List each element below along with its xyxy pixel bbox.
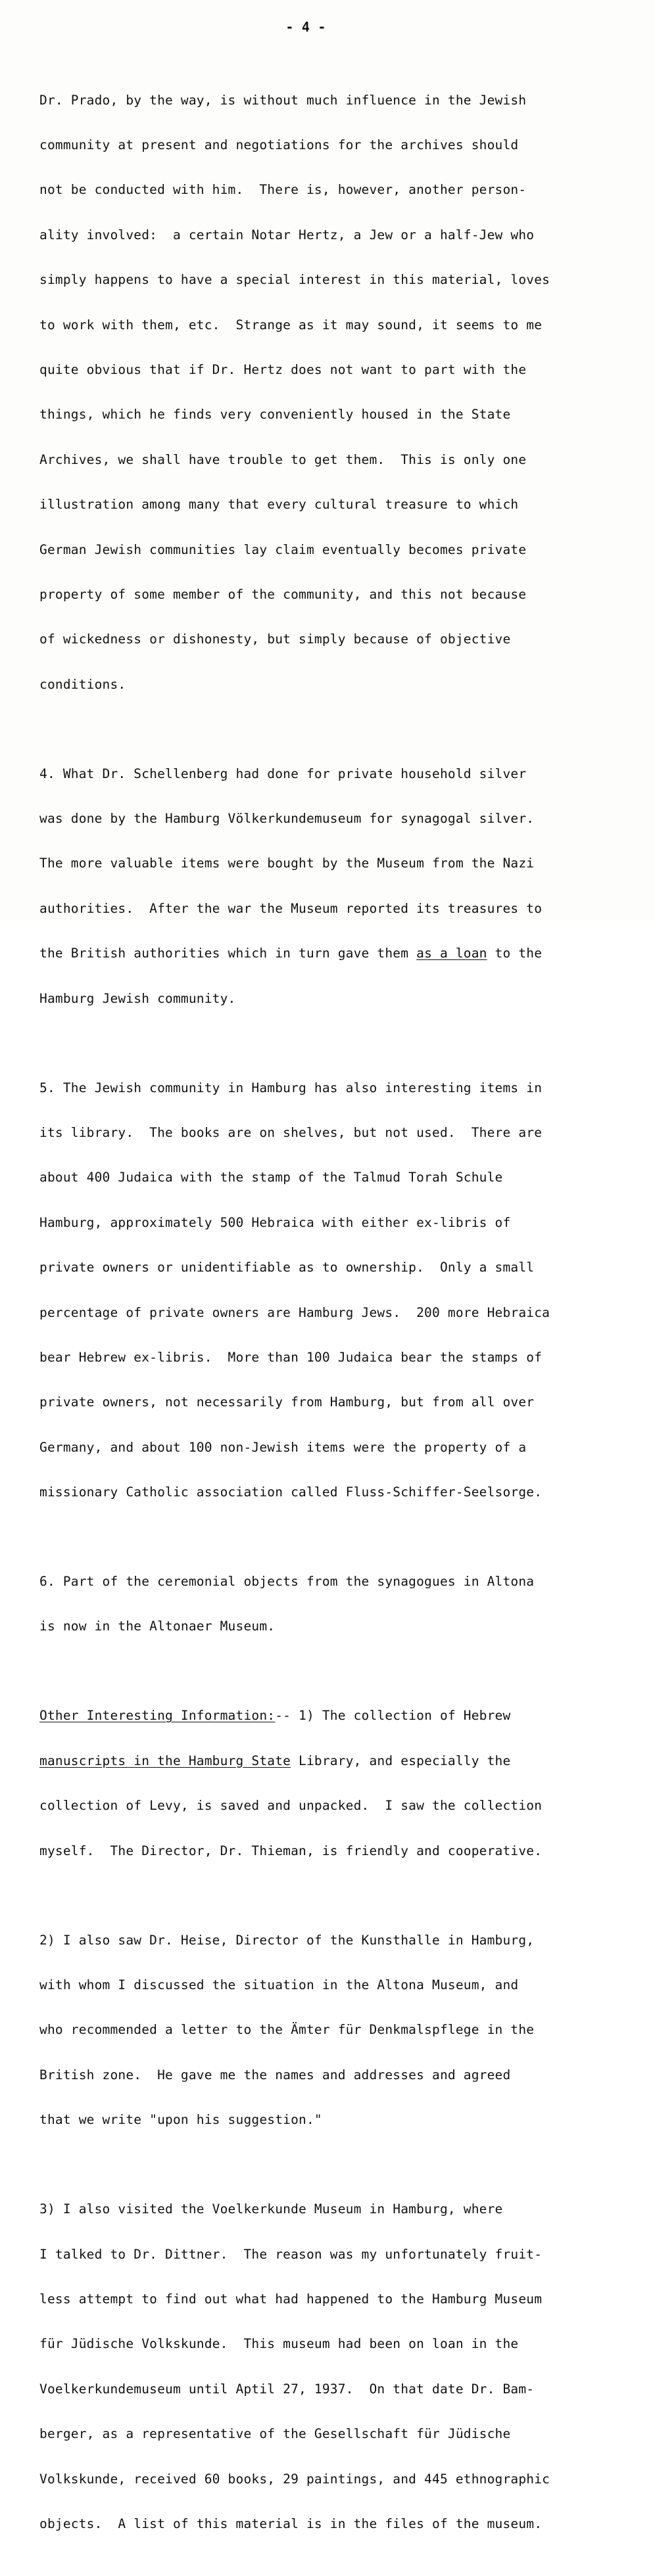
text-line: authorities. After the war the Museum reported its treasures to <box>39 900 543 916</box>
text-line: private owners or unidentifiable as to ownership. Only a small <box>39 1260 535 1276</box>
text-segment: to the <box>487 946 543 961</box>
text-line: that we write "upon his suggestion." <box>39 2112 322 2128</box>
text-line <box>39 1754 625 1769</box>
text-line: property of some member of the community, and this not because <box>39 586 527 602</box>
text-line: illustration among many that every cultural treasure to which <box>39 497 519 513</box>
text-line: berger, as a representative of the Gesellschaft für Jüdische <box>39 2426 511 2442</box>
text-line: 2) I also saw Dr. Heise, Director of the Kunsthalle in Hamburg, <box>39 1932 535 1948</box>
page-number: - 4 - <box>285 19 326 35</box>
text-line: who recommended a letter to the Ämter für Denkmalspflege in the <box>39 2022 535 2038</box>
text-segment: Library, and especially the <box>291 1753 511 1768</box>
text-line: about 400 Judaica with the stamp of the Talmud Torah Schule <box>39 1170 503 1185</box>
paragraph-item-6 <box>39 1545 625 1665</box>
text-line: myself. The Director, Dr. Thieman, is friendly and cooperative. <box>39 1843 543 1858</box>
text-line: things, which he finds very conveniently housed in the State <box>39 407 511 423</box>
paragraph-item-5 <box>39 1051 625 1530</box>
text-line: conditions. <box>39 676 126 692</box>
text-line <box>39 1709 625 1724</box>
text-line: community at present and negotiations for the archives should <box>39 137 519 152</box>
paragraph-item-4 <box>39 737 625 1036</box>
text-line: The more valuable items were bought by the Museum from the Nazi <box>39 856 535 871</box>
text-line: bear Hebrew ex-libris. More than 100 Judaica bear the stamps of <box>39 1349 543 1365</box>
text-line: simply happens to have a special interest in this material, loves <box>39 272 550 288</box>
text-line: British zone. He gave me the names and addresses and agreed <box>39 2067 511 2082</box>
text-line: with whom I discussed the situation in the Altona Museum, and <box>39 1977 519 1993</box>
paragraph-item-3 <box>39 2173 625 2562</box>
text-line: Volkskunde, received 60 books, 29 paintings, and 445 ethnographic <box>39 2471 550 2487</box>
text-line: percentage of private owners are Hamburg Jews. 200 more Hebraica <box>39 1304 550 1320</box>
text-line: 5. The Jewish community in Hamburg has also interesting items in <box>39 1080 543 1095</box>
paragraph-other-information <box>39 1679 625 1889</box>
text-line: not be conducted with him. There is, however, another person- <box>39 182 527 198</box>
text-line: Hamburg, approximately 500 Hebraica with either ex-libris of <box>39 1214 511 1230</box>
text-line: Archives, we shall have trouble to get them. This is only one <box>39 451 527 467</box>
text-line: 3) I also visited the Voelkerkunde Museum in Hamburg, where <box>39 2201 503 2217</box>
document-body <box>39 63 625 2576</box>
text-segment: the British authorities which in turn gave them <box>39 946 417 961</box>
text-line: missionary Catholic association called Fluss-Schiffer-Seelsorge. <box>39 1484 543 1500</box>
text-segment: -- 1) The collection of Hebrew <box>275 1708 511 1724</box>
text-line: Voelkerkundemuseum until Aptil 27, 1937. On that date Dr. Bam- <box>39 2381 535 2397</box>
text-line: to work with them, etc. Strange as it may sound, it seems to me <box>39 317 543 333</box>
text-line: quite obvious that if Dr. Hertz does not want to part with the <box>39 361 527 377</box>
text-line: ality involved: a certain Notar Hertz, a Jew or a half-Jew who <box>39 227 535 242</box>
text-line: Dr. Prado, by the way, is without much influence in the Jewish <box>39 92 527 108</box>
text-line: 4. What Dr. Schellenberg had done for private household silver <box>39 766 527 781</box>
underlined-phrase: as a loan <box>416 946 487 961</box>
text-line: objects. A list of this material is in the files of the museum. <box>39 2516 543 2531</box>
paragraph-item-2 <box>39 1903 625 2158</box>
text-line: private owners, not necessarily from Hamburg, but from all over <box>39 1394 535 1410</box>
text-line: collection of Levy, is saved and unpacked. I saw the collection <box>39 1798 543 1814</box>
text-line: Hamburg Jewish community. <box>39 990 236 1006</box>
section-heading: Other Interesting Information: <box>39 1708 276 1724</box>
text-line: was done by the Hamburg Völkerkundemuseum for synagogal silver. <box>39 811 535 827</box>
text-line: of wickedness or dishonesty, but simply because of objective <box>39 632 511 647</box>
text-line: less attempt to find out what had happened to the Hamburg Museum <box>39 2291 543 2307</box>
paragraph-prado <box>39 63 625 722</box>
text-line: German Jewish communities lay claim eventually becomes private <box>39 541 527 557</box>
text-line: für Jüdische Volkskunde. This museum had been on loan in the <box>39 2336 519 2352</box>
text-line: its library. The books are on shelves, but not used. There are <box>39 1124 543 1140</box>
text-line: 6. Part of the ceremonial objects from the synagogues in Altona <box>39 1574 535 1590</box>
underlined-phrase: manuscripts in the Hamburg State <box>39 1753 291 1768</box>
text-line: Germany, and about 100 non-Jewish items were the property of a <box>39 1439 527 1455</box>
text-line: I talked to Dr. Dittner. The reason was my unfortunately fruit- <box>39 2246 543 2262</box>
text-line: is now in the Altonaer Museum. <box>39 1619 276 1634</box>
text-line <box>39 946 625 961</box>
